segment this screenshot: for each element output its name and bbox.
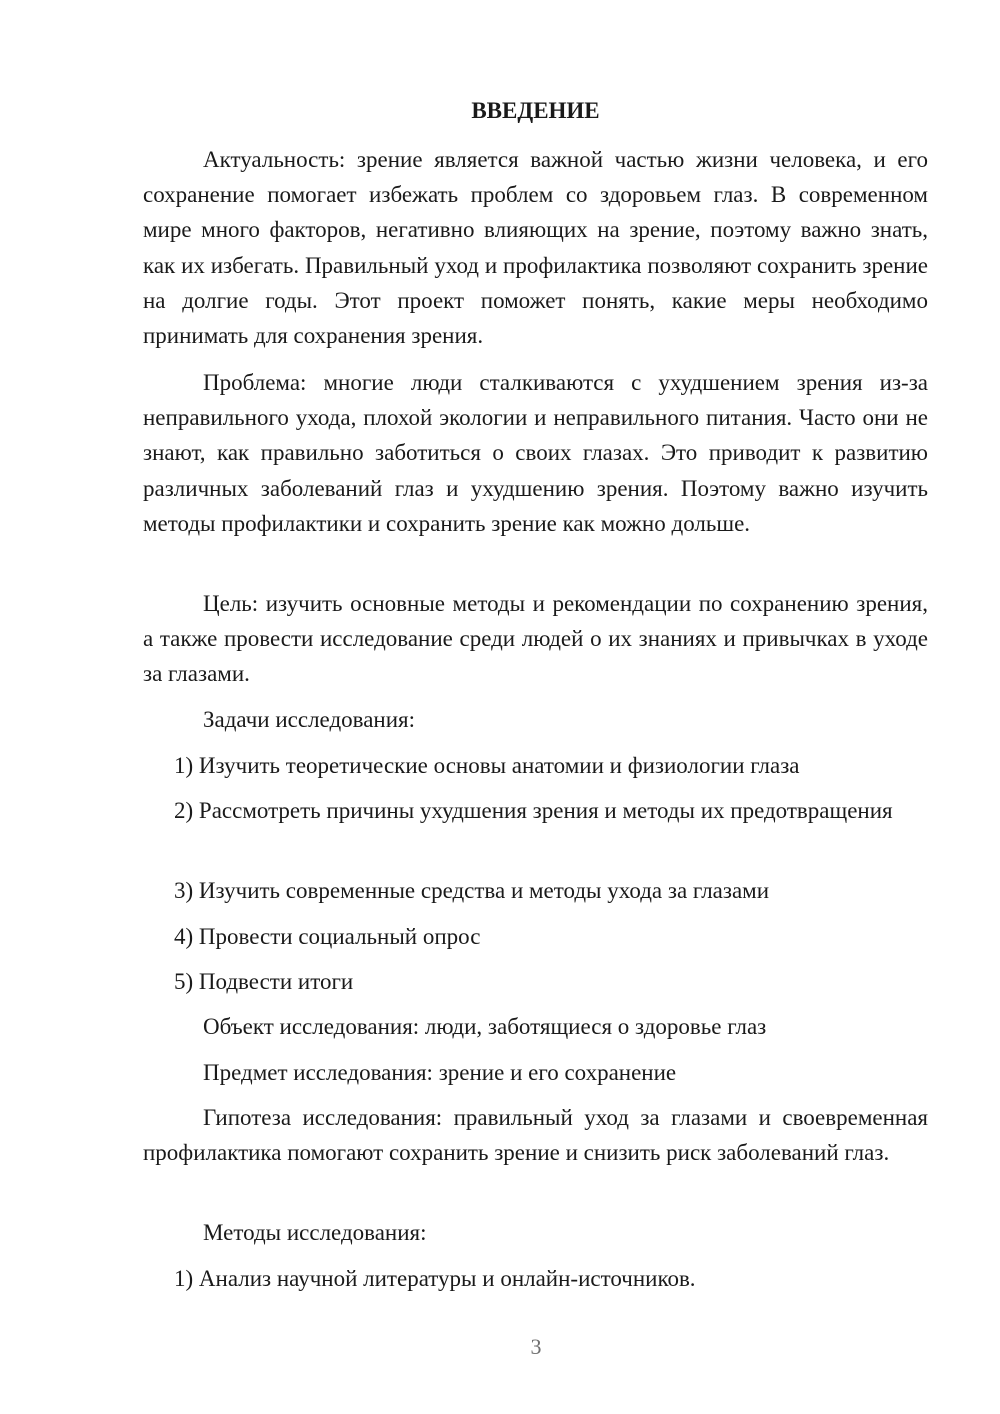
task-item-3: 3) Изучить современные средства и методы ухода за глазами: [174, 878, 770, 903]
task-item-5: 5) Подвести итоги: [174, 969, 354, 994]
tasks-title: Задачи исследования:: [203, 707, 416, 732]
methods-title: Методы исследования:: [203, 1220, 427, 1245]
task-item-2: 2) Рассмотреть причины ухудшения зрения и методы их предотвращения: [174, 798, 893, 823]
page-title: ВВЕДЕНИЕ: [471, 98, 600, 123]
research-subject: Предмет исследования: зрение и его сохранение: [203, 1060, 677, 1085]
research-object: Объект исследования: люди, заботящиеся о здоровье глаз: [203, 1014, 767, 1039]
page-number: 3: [530, 1334, 542, 1359]
hypothesis-paragraph: Гипотеза исследования: правильный уход за глазами и своевременная профилактика помогают сохранить зрение и снизить риск заболеваний глаз.: [143, 1105, 928, 1166]
task-item-4: 4) Провести социальный опрос: [174, 924, 481, 949]
task-item-1: 1) Изучить теоретические основы анатомии и физиологии глаза: [174, 753, 800, 778]
goal-paragraph: Цель: изучить основные методы и рекомендации по сохранению зрения, а также провести исследование среди людей о их знаниях и привычках в уходе за глазами.: [143, 591, 928, 687]
method-item-1: 1) Анализ научной литературы и онлайн-источников.: [174, 1266, 696, 1291]
relevance-paragraph: Актуальность: зрение является важной частью жизни человека, и его сохранение помогает избежать проблем со здоровьем глаз. В современном мире много факторов, негативно влияющих на зрение, поэтому важно знать, как их избегать. Правильный уход и профилактика позволяют сохранить зрение на долгие годы. Этот проект поможет понять, какие меры необходимо принимать для сохранения зрения.: [143, 147, 928, 349]
problem-paragraph: Проблема: многие люди сталкиваются с ухудшением зрения из-за неправильного ухода, плохой экологии и неправильного питания. Часто они не знают, как правильно заботиться о своих глазах. Это приводит к развитию различных заболеваний глаз и ухудшению зрения. Поэтому важно изучить методы профилактики и сохранить зрение как можно дольше.: [143, 370, 928, 536]
